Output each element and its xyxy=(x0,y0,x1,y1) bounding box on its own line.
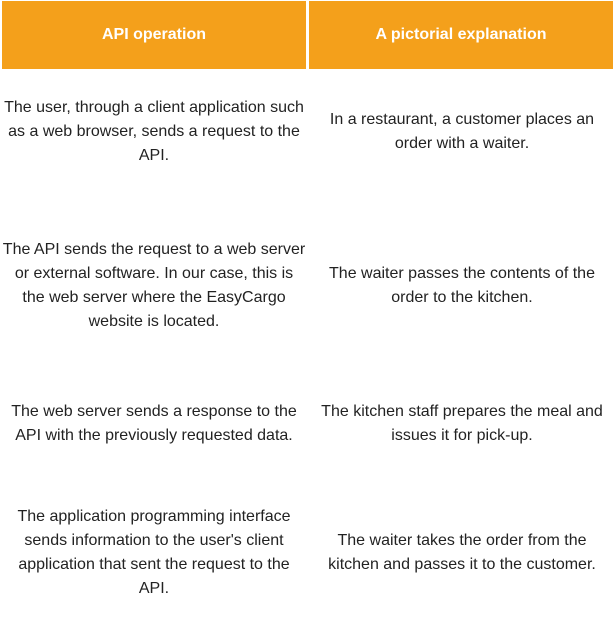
header-pictorial-explanation: A pictorial explanation xyxy=(309,1,613,69)
table-row xyxy=(0,97,615,167)
table-header xyxy=(0,0,615,70)
table-row xyxy=(0,388,615,460)
pictorial-explanation-cell: The waiter takes the order from the kitchen and passes it to the customer. xyxy=(328,532,596,573)
api-operation-cell: The application programming interface sends information to the user's client application that sent the request to the API. xyxy=(17,508,291,597)
table-row xyxy=(0,238,615,334)
table-row xyxy=(0,505,615,601)
api-operation-cell: The API sends the request to a web server or external software. In our case, this is the web server where the EasyCargo website is located. xyxy=(2,241,306,330)
api-operation-cell: The user, through a client application such as a web browser, sends a request to the API. xyxy=(4,99,304,164)
pictorial-explanation-cell: The kitchen staff prepares the meal and issues it for pick-up. xyxy=(321,403,603,444)
pictorial-explanation-cell: The waiter passes the contents of the order to the kitchen. xyxy=(329,265,595,306)
pictorial-explanation-cell: In a restaurant, a customer places an order with a waiter. xyxy=(329,111,595,152)
header-api-operation: API operation xyxy=(2,1,306,69)
api-operation-cell: The web server sends a response to the API with the previously requested data. xyxy=(11,403,297,444)
